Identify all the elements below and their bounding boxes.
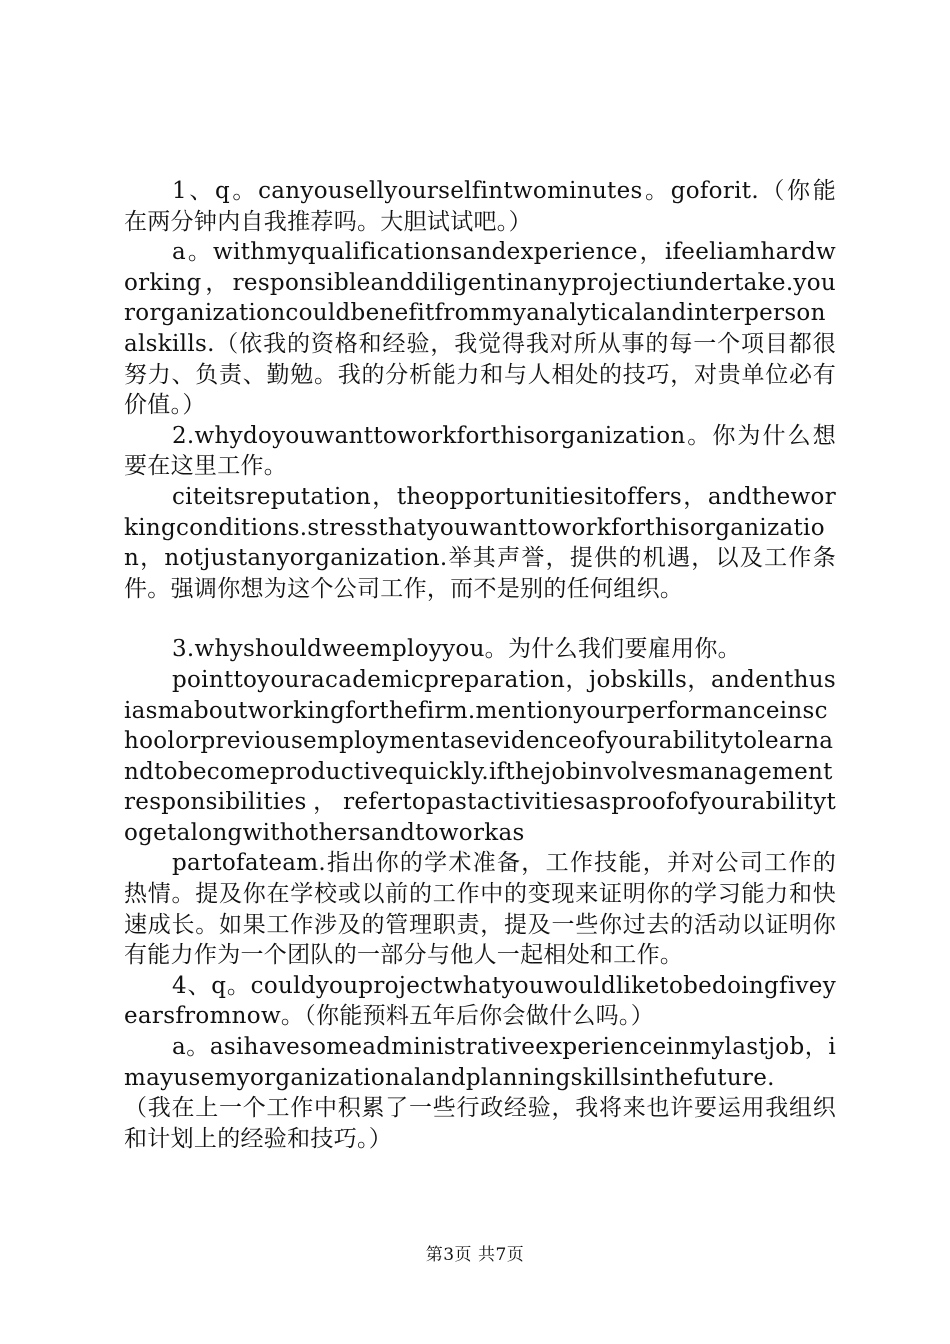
page-number-footer: 第3页 共7页 [425, 1245, 525, 1265]
paragraph-a1: a。withmyqualificationsandexperience，ifeeliamhardworking，responsibleanddiligentinanyprojectiundertake.yourorganizationcouldbenefitfrommyanalyticalandinterpersonalskills.（依我的资格和经验，我觉得我对所从事的每一个项目都很努力、负责、勤勉。我的分析能力和与人相处的技巧，对贵单位必有价值。） [124, 239, 836, 419]
paragraph-a4-chinese: （我在上一个工作中积累了一些行政经验，我将来也许要运用我组织和计划上的经验和技巧。） [124, 1095, 836, 1152]
paragraph-q4: 4、q。couldyouprojectwhatyouwouldliketobedoingfiveyearsfromnow。（你能预料五年后你会做什么吗。） [124, 972, 836, 1030]
paragraph-a3-chinese: partofateam.指出你的学术准备，工作技能，并对公司工作的热情。提及你在学校或以前的工作中的变现来证明你的学习能力和快速成长。如果工作涉及的管理职责，提及一些你过去的活动以证明你有能力作为一个团队的一部分与他人一起相处和工作。 [124, 850, 836, 969]
paragraph-q2: 2.whydoyouwanttoworkforthisorganization。你为什么想要在这里工作。 [124, 422, 836, 480]
document-body [124, 176, 836, 1154]
paragraph-q3: 3.whyshouldweemployyou。为什么我们要雇用你。 [172, 636, 741, 663]
paragraph-q1: 1、q。canyousellyourselfintwominutes。goforit.（你能在两分钟内自我推荐吗。大胆试试吧。） [124, 178, 836, 235]
paragraph-a2: citeitsreputation，theopportunitiesitoffers，andtheworkingconditions.stressthatyouwanttoworkforthisorganization，notjustanyorganization.举其声誉，提供的机遇，以及工作条件。强调你想为这个公司工作，而不是别的任何组织。 [124, 483, 836, 602]
paragraph-a3-english: pointtoyouracademicpreparation，jobskills，andenthusiasmaboutworkingforthefirm.mentionyourperformanceinschoolorpreviousemploymentasevidenceofyourabilitytolearnandtobecomeproductivequickly.ifthejobinvolvesmanagementresponsibilities，refertopastactivitiesasproofofyourabilitytogetalongwithothersandtoworkas [124, 666, 836, 846]
paragraph-a4-english: a。asihavesomeadministrativeexperienceinmylastjob，imayusemyorganizationalandplanningskillsinthefuture. [124, 1034, 836, 1091]
